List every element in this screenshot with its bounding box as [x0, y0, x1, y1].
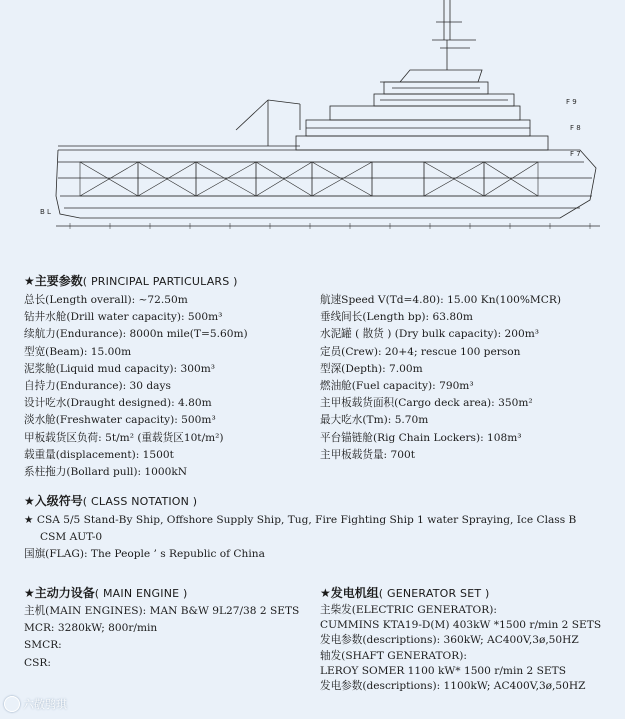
star-icon: ★ — [320, 586, 331, 600]
spec-line: 续航力(Endurance): 8000n mile(T=5.60m) — [24, 328, 248, 341]
spec-line: 主甲板载货量: 700t — [320, 448, 415, 461]
principal-left-column — [24, 292, 248, 481]
main-engine-block — [24, 603, 299, 672]
spec-line: 垂线间长(Length bp): 63.80m — [320, 311, 473, 324]
spec-line: 设计吃水(Draught designed): 4.80m — [24, 397, 212, 410]
class-title-en: ( CLASS NOTATION ) — [82, 495, 198, 508]
engine-line: CSR: — [24, 656, 51, 669]
generator-set-title — [320, 584, 489, 601]
spec-line: 泥浆舱(Liquid mud capacity): 300m³ — [24, 362, 215, 375]
class-notation-line: CSM AUT-0 — [40, 531, 103, 544]
spec-line: 平台锚链舱(Rig Chain Lockers): 108m³ — [320, 431, 522, 444]
spec-line: 燃油舱(Fuel capacity): 790m³ — [320, 380, 474, 393]
principal-title-cn: 主要参数 — [34, 274, 83, 288]
deck-label-f7: F 7 — [570, 150, 581, 158]
main-engine-title-cn: 主动力设备 — [34, 586, 95, 600]
baseline-label: B L — [40, 208, 51, 216]
spec-line: 系柱拖力(Bollard pull): 1000kN — [24, 466, 188, 479]
generator-line: LEROY SOMER 1100 kW* 1500 r/min 2 SETS — [320, 664, 566, 677]
spec-line: 型宽(Beam): 15.00m — [24, 345, 132, 358]
deck-label-f9: F 9 — [566, 98, 577, 106]
flag-line: 国旗(FLAG): The People ’ s Republic of China — [24, 548, 265, 561]
watermark-text: 六敬鸮琪 — [23, 698, 67, 711]
generator-line: 轴发(SHAFT GENERATOR): — [320, 649, 467, 662]
spec-line: 淡水舱(Freshwater capacity): 500m³ — [24, 414, 216, 427]
spec-line: 型深(Depth): 7.00m — [320, 362, 423, 375]
generator-line: CUMMINS KTA19-D(M) 403kW *1500 r/min 2 SETS — [320, 619, 602, 632]
watermark-logo-icon — [4, 696, 20, 712]
spec-line: 最大吃水(Tm): 5.70m — [320, 414, 429, 427]
engine-line: MCR: 3280kW; 800r/min — [24, 622, 158, 635]
watermark — [4, 696, 67, 712]
spec-line: 主甲板载货面积(Cargo deck area): 350m² — [320, 397, 533, 410]
class-notation-block — [24, 512, 576, 564]
generator-line: 发电参数(descriptions): 360kW; AC400V,3ø,50HZ — [320, 634, 579, 647]
class-notation-line: ★ CSA 5/5 Stand-By Ship, Offshore Supply Ship, Tug, Fire Fighting Ship 1 water Spraying, Ice Class B — [24, 514, 577, 526]
generator-title-cn: 发电机组 — [330, 586, 379, 600]
spec-line: 自持力(Endurance): 30 days — [24, 380, 171, 393]
star-icon: ★ — [24, 274, 35, 288]
engine-line: SMCR: — [24, 639, 62, 652]
principal-particulars-title — [24, 272, 238, 289]
star-icon: ★ — [24, 586, 35, 600]
generator-set-block — [320, 603, 601, 694]
main-engine-title — [24, 584, 187, 601]
class-notation-title — [24, 492, 197, 509]
spec-line: 总长(Length overall): ~72.50m — [24, 294, 188, 306]
spec-line: 钻井水舱(Drill water capacity): 500m³ — [24, 311, 223, 324]
class-title-cn: 入级符号 — [34, 494, 83, 508]
principal-title-en: ( PRINCIPAL PARTICULARS ) — [82, 275, 238, 288]
generator-line: 发电参数(descriptions): 1100kW; AC400V,3ø,50HZ — [320, 680, 586, 693]
spec-line: 载重量(displacement): 1500t — [24, 448, 174, 461]
star-icon: ★ — [24, 494, 35, 508]
generator-line: 主柴发(ELECTRIC GENERATOR): — [320, 604, 497, 616]
engine-line: 主机(MAIN ENGINES): MAN B&W 9L27/38 2 SETS — [24, 605, 300, 617]
spec-line: 水泥罐 ( 散货 ) (Dry bulk capacity): 200m³ — [320, 328, 540, 341]
generator-title-en: ( GENERATOR SET ) — [378, 587, 490, 600]
spec-line: 航速Speed V(Td=4.80): 15.00 Kn(100%MCR) — [320, 294, 561, 306]
main-engine-title-en: ( MAIN ENGINE ) — [94, 587, 188, 600]
deck-label-f8: F 8 — [570, 124, 581, 132]
spec-line: 定员(Crew): 20+4; rescue 100 person — [320, 345, 521, 358]
principal-right-column — [320, 292, 561, 464]
spec-line: 甲板载货区负荷: 5t/m² (重载货区10t/m²) — [24, 431, 224, 444]
ship-profile-drawing — [0, 0, 625, 262]
